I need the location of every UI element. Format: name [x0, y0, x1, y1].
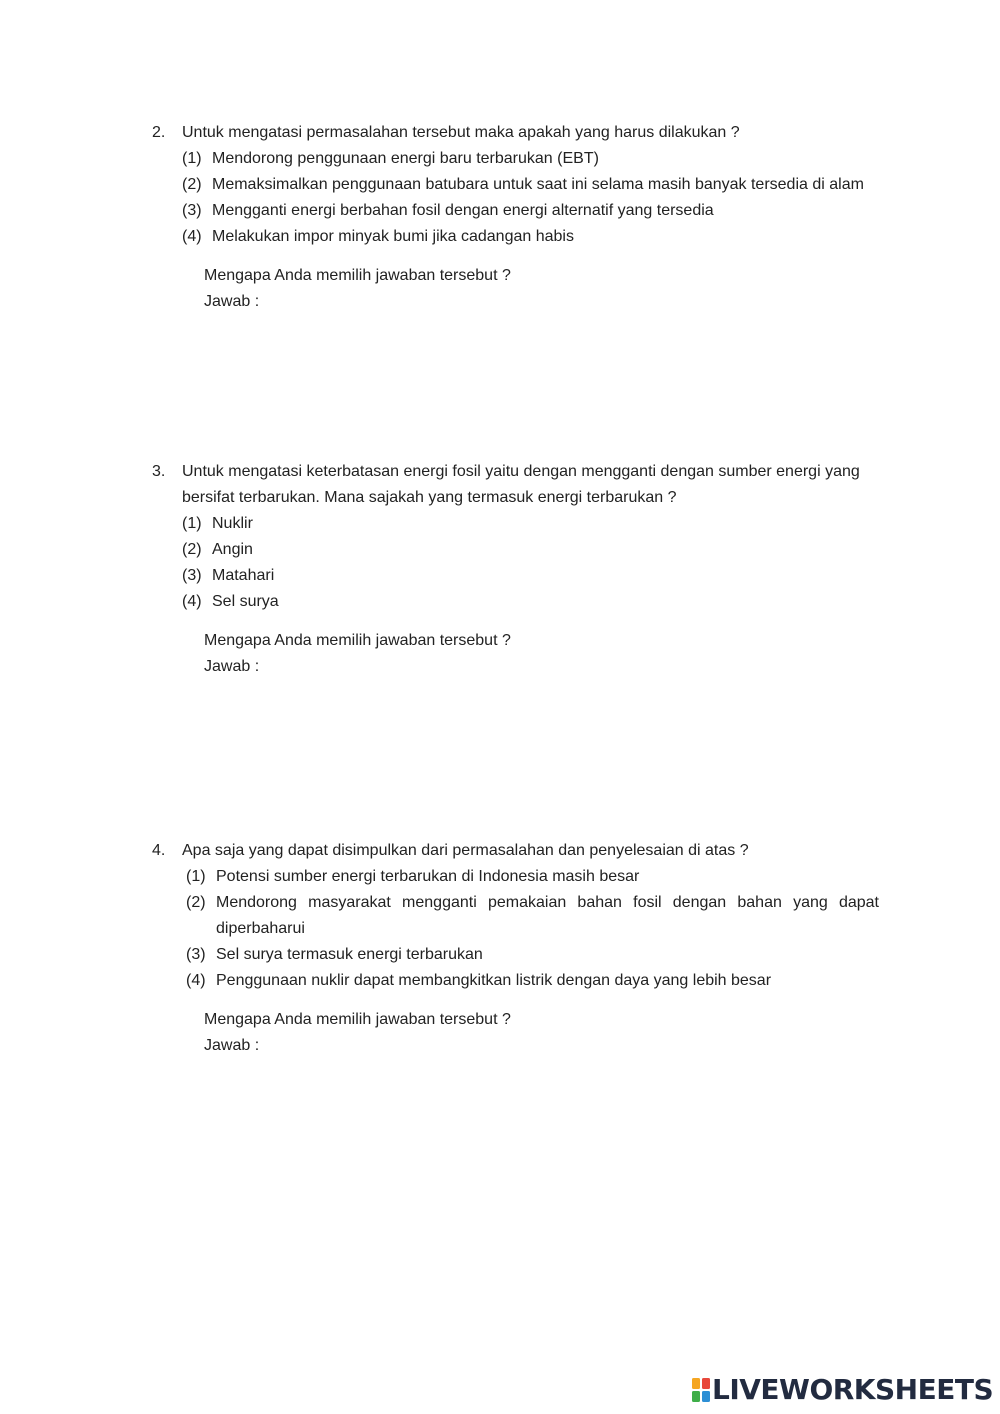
logo-text: LIVEWORKSHEETS [712, 1373, 994, 1406]
option-number: (2) [182, 176, 202, 193]
logo-square-orange [692, 1378, 700, 1389]
question-number: 2. [152, 124, 166, 141]
logo-square-red [702, 1378, 710, 1389]
option-text: Potensi sumber energi terbarukan di Indonesia masih besar [216, 868, 640, 885]
option-text: Sel surya [212, 593, 279, 610]
option-text: Memaksimalkan penggunaan batubara untuk saat ini selama masih banyak tersedia di alam [212, 176, 864, 193]
reason-prompt: Mengapa Anda memilih jawaban tersebut ? [204, 632, 511, 649]
option-number: (4) [182, 228, 202, 245]
option-text: Nuklir [212, 515, 253, 532]
option-text-line-2: diperbaharui [216, 920, 305, 937]
reason-prompt: Mengapa Anda memilih jawaban tersebut ? [204, 267, 511, 284]
reason-prompt: Mengapa Anda memilih jawaban tersebut ? [204, 1011, 511, 1028]
option-text: Mengganti energi berbahan fosil dengan energi alternatif yang tersedia [212, 202, 714, 219]
logo-square-green [692, 1391, 700, 1402]
option-number: (1) [182, 150, 202, 167]
option-number: (2) [186, 894, 206, 911]
option-text: Angin [212, 541, 253, 558]
option-number: (1) [186, 868, 206, 885]
option-number: (3) [182, 202, 202, 219]
option-number: (3) [186, 946, 206, 963]
question-text: Untuk mengatasi permasalahan tersebut maka apakah yang harus dilakukan ? [182, 124, 740, 141]
option-number: (4) [186, 972, 206, 989]
option-number: (4) [182, 593, 202, 610]
option-number: (1) [182, 515, 202, 532]
answer-label: Jawab : [204, 293, 260, 310]
liveworksheets-logo-icon [692, 1378, 710, 1402]
answer-label: Jawab : [204, 1037, 260, 1054]
liveworksheets-logo [692, 1375, 993, 1405]
option-text: Matahari [212, 567, 275, 584]
option-text: Penggunaan nuklir dapat membangkitkan listrik dengan daya yang lebih besar [216, 972, 772, 989]
question-text-line-1: Untuk mengatasi keterbatasan energi fosil yaitu dengan mengganti dengan sumber energi yang [182, 463, 860, 480]
question-text: Apa saja yang dapat disimpulkan dari permasalahan dan penyelesaian di atas ? [182, 842, 749, 859]
option-number: (3) [182, 567, 202, 584]
option-text-line-1: Mendorong masyarakat mengganti pemakaian bahan fosil dengan bahan yang dapat [216, 894, 879, 911]
question-number: 4. [152, 842, 166, 859]
question-text-line-2: bersifat terbarukan. Mana sajakah yang termasuk energi terbarukan ? [182, 489, 677, 506]
logo-square-blue [702, 1391, 710, 1402]
answer-label: Jawab : [204, 658, 260, 675]
option-text: Sel surya termasuk energi terbarukan [216, 946, 483, 963]
option-text: Melakukan impor minyak bumi jika cadangan habis [212, 228, 574, 245]
option-text: Mendorong penggunaan energi baru terbarukan (EBT) [212, 150, 599, 167]
question-number: 3. [152, 463, 166, 480]
option-number: (2) [182, 541, 202, 558]
